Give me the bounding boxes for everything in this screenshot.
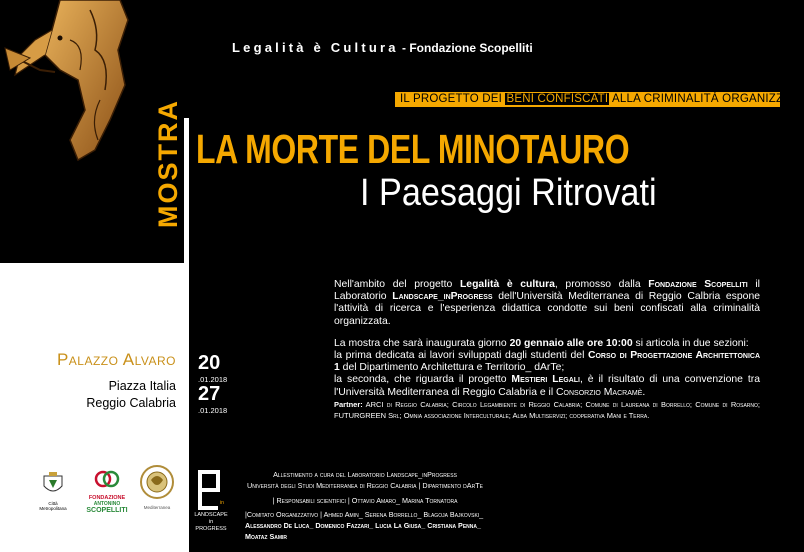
credits-line-2: Università degli Studi Mediterranea di Reggio Calabria | Dipartimento dArTe bbox=[247, 480, 483, 490]
credits-line-3: | Responsabili scientifici | Ottavio Amaro_ Marina Tornatora bbox=[272, 495, 458, 505]
header-main: Legalità è Cultura bbox=[232, 40, 399, 55]
crest-icon bbox=[40, 470, 66, 496]
credits bbox=[245, 470, 485, 543]
mostra-label bbox=[152, 98, 184, 228]
subtitle: I Paesaggi Ritrovati bbox=[360, 172, 657, 214]
date-end-day: 27 bbox=[198, 383, 221, 405]
paragraph-section-one: la prima dedicata ai lavori sviluppati dagli studenti del Corso di Progettazione Architettonica 1 del Dipartimento Architettura e Territorio_ dArTe; bbox=[334, 350, 760, 374]
lp-caption: LANDSCAPE in PROGRESS bbox=[194, 512, 228, 532]
mediterranea-university-logo: Mediterranea bbox=[137, 464, 177, 510]
date-end-month: .01.2018 bbox=[198, 406, 228, 415]
project-bar-text bbox=[400, 92, 804, 107]
venue-address-line-1: Piazza Italia bbox=[108, 379, 176, 393]
date-start-month: .01.2018 bbox=[198, 375, 228, 384]
vertical-divider bbox=[184, 118, 189, 552]
paragraph-intro: Nell'ambito del progetto Legalità è cultura, promosso dalla Fondazione Scopelliti il Laboratorio Landscape_inProgress dell'Università Mediterranea di Reggio Calbria espone l'attività di ricerca e l'esperienza didattica condotte sui beni confiscati alla criminalità organizzata. bbox=[334, 279, 760, 327]
date-start bbox=[198, 352, 227, 384]
credits-line-5: Alessandro De Luca_ Domenico Fazzari_ Lucia La Giusa_ Cristiana Penna_ Moataz Samir bbox=[245, 521, 482, 541]
description bbox=[334, 279, 760, 421]
project-text-highlight: BENI CONFISCATI bbox=[506, 93, 609, 105]
university-seal-icon bbox=[139, 464, 175, 500]
minotaur-illustration bbox=[0, 0, 160, 165]
landscape-in-progress-logo bbox=[198, 470, 224, 510]
heart-flower-icon bbox=[93, 470, 121, 490]
main-title: LA MORTE DEL MINOTAURO bbox=[196, 126, 630, 172]
citta-metropolitana-logo: Città Metropolitana bbox=[38, 470, 68, 511]
venue bbox=[0, 350, 176, 412]
fondazione-scopelliti-logo: FONDAZIONE ANTONINO SCOPELLITI bbox=[82, 470, 132, 514]
lp-mark: in bbox=[220, 500, 224, 506]
venue-address bbox=[0, 378, 176, 412]
project-text-2: ALLA CRIMINALITÀ ORGANIZZATA bbox=[609, 93, 804, 105]
project-text-1: IL PROGETTO DEI bbox=[400, 93, 506, 105]
mostra-text: MOSTRA bbox=[152, 98, 183, 228]
date-start-day: 20 bbox=[198, 352, 221, 374]
venue-name: Palazzo Alvaro bbox=[56, 350, 176, 369]
paragraph-section-two: la seconda, che riguarda il progetto Mestieri Legali, è il risultato di una convenzione tra l'Università Mediterranea di Reggio Calabria e il Consorzio Macramè. bbox=[334, 374, 760, 398]
date-end bbox=[198, 383, 227, 415]
header-line bbox=[232, 40, 533, 55]
partners: Partner: ARCI di Reggio Calabria; Circolo Legambiente di Reggio Calabria; Comune di Laureana di Borrello; Comune di Rosarno; FUTURGREEN Srl; Omnia associazione Interculturale; Alba Multiservizi; cooperativa Mani e Terra. bbox=[334, 399, 760, 420]
credits-line-1: Allestimento a cura del Laboratorio Landscape_inProgress bbox=[273, 470, 457, 479]
header-sub: - Fondazione Scopelliti bbox=[398, 41, 533, 55]
paragraph-inauguration: La mostra che sarà inaugurata giorno 20 gennaio alle ore 10:00 si articola in due sezioni: bbox=[334, 337, 749, 349]
venue-address-line-2: Reggio Calabria bbox=[86, 396, 176, 410]
credits-line-4: |Comitato Organizzativo | Ahmed Amin_ Serena Borrello_ Blagoja Bajkovski_ bbox=[245, 510, 484, 520]
